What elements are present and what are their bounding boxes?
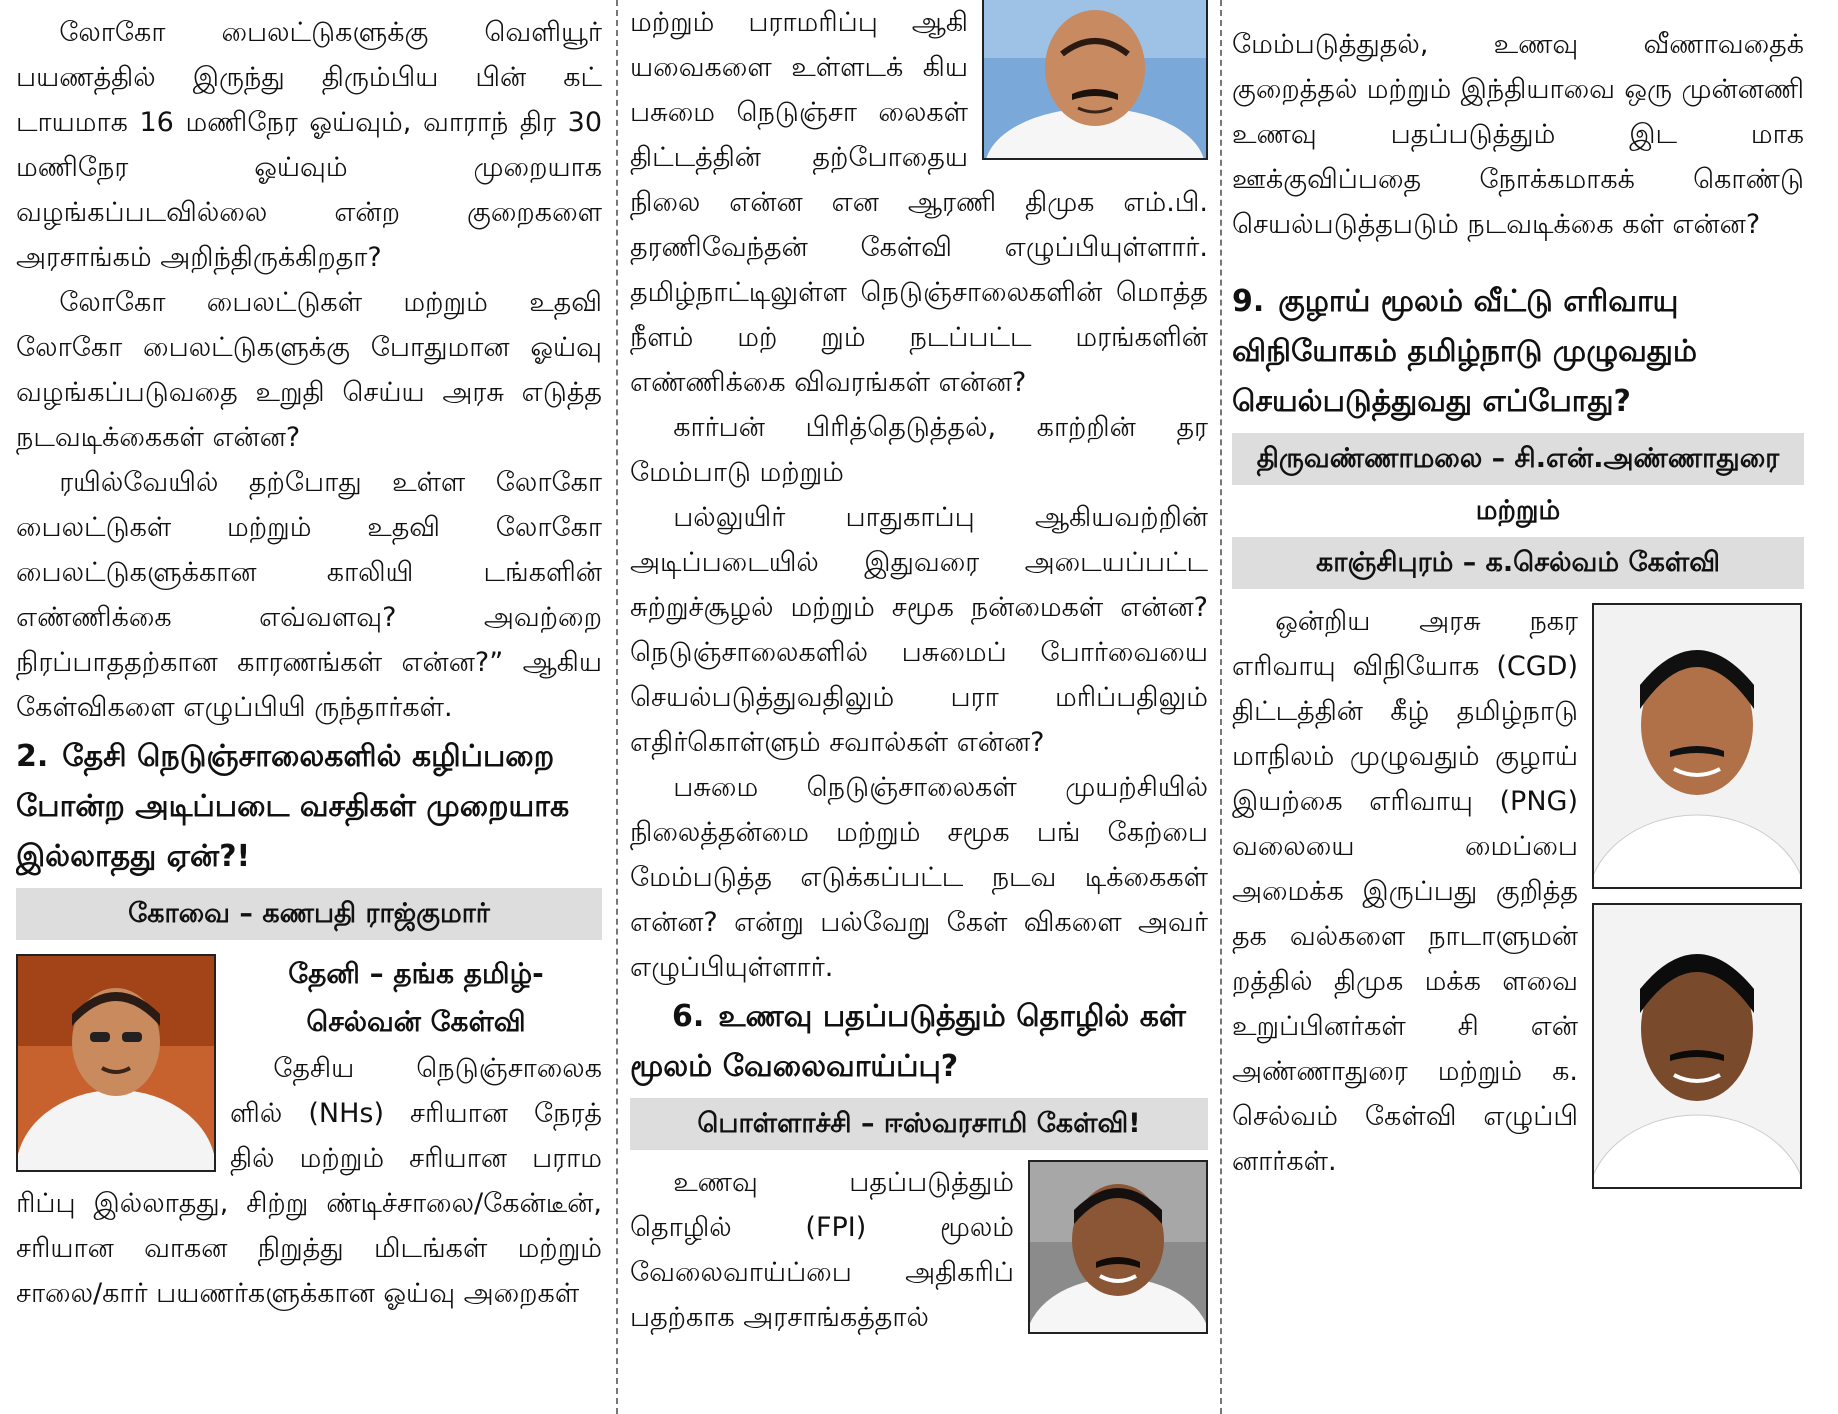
portrait-illustration <box>1594 605 1800 887</box>
question-title: குழாய் மூலம் வீட்டு எரிவாயு விநியோகம் தமிழ்நாடு முழுவதும் செயல்படுத்துவது எப்போது? <box>1232 284 1698 419</box>
paragraph: ஒன்றிய அரசு நகர எரிவாயு விநியோக (CGD) திட்டத்தின் கீழ் தமிழ்நாடு மாநிலம் முழுவதும் குழாய் இயற்கை எரிவாயு (PNG) வலையை மைப்பை அமைக்க இருப்பது குறித்த தக வல்களை நாடாளுமன் றத்தில் திமுக மக்க ளவை உறுப்பினர்கள் சி என் அண்ணாதுரை மற்றும் க. செல்வம் கேள்வி எழுப்பி னார்கள். <box>1232 606 1578 1177</box>
portrait-photo-arani-mp <box>982 0 1208 160</box>
heading-question-2 <box>16 732 602 882</box>
paragraph: தேசிய நெடுஞ்சாலைக ளில் (NHs) சரியான நேரத் தில் மற்றும் சரியான பராம ரிப்பு இல்லாதது, சிற்று ண்டிச்சாலை/கேன்டீன், சரியான வாகன நிறுத்து மிடங்கள் மற்றும் சாலை/கார் பயணர்களுக்கான ஓய்வு அறைகள் <box>16 1053 602 1309</box>
byline-tiruvannamalai: திருவண்ணாமலை – சி.என்.அண்ணாதுரை <box>1232 433 1804 485</box>
byline-kovai: கோவை – கணபதி ராஜ்குமார் <box>16 888 602 940</box>
paragraph: மற்றும் பராமரிப்பு ஆகி யவைகளை உள்ளடக் கிய பசுமை நெடுஞ்சா லைகள் திட்டத்தின் தற்போதைய நிலை என்ன என ஆரணி திமுக எம்.பி. தரணிவேந்தன் கேள்வி எழுப்பியுள்ளார். தமிழ்நாட்டிலுள்ள நெடுஞ்சாலைகளின் மொத்த நீளம் மற் றும் நடப்பட்ட மரங்களின் எண்ணிக்கை விவரங்கள் என்ன? <box>630 7 1208 398</box>
portrait-illustration <box>1030 1162 1206 1332</box>
theni-title: தேனி – தங்க தமிழ்- செல்வன் கேள்வி <box>288 957 544 1038</box>
column-middle <box>630 0 1208 1414</box>
portrait-photo-annadurai <box>1592 603 1802 889</box>
byline-pollachi: பொள்ளாச்சி – ஈஸ்வரசாமி கேள்வி! <box>630 1098 1208 1150</box>
portrait-illustration <box>18 956 214 1170</box>
question-title: தேசி நெடுஞ்சாலைகளில் கழிப்பறை போன்ற அடிப்படை வசதிகள் முறையாக இல்லாதது ஏன்?! <box>16 739 570 874</box>
paragraph: பசுமை நெடுஞ்சாலைகள் முயற்சியில் நிலைத்தன்மை மற்றும் சமூக பங் கேற்பை மேம்படுத்த எடுக்கப்பட்ட நடவ டிக்கைகள் என்ன? என்று பல்வேறு கேள் விகளை அவர் எழுப்பியுள்ளார். <box>630 772 1208 983</box>
column-left <box>16 0 602 1414</box>
paragraph: மேம்படுத்துதல், உணவு வீணாவதைக் குறைத்தல் மற்றும் இந்தியாவை ஒரு முன்னணி உணவு பதப்படுத்தும் இட மாக ஊக்குவிப்பதை நோக்கமாகக் கொண்டு செயல்படுத்தபடும் நடவடிக்கை கள் என்ன? <box>1232 29 1804 240</box>
question-number: 9. <box>1232 284 1265 319</box>
portrait-photo-pollachi-mp <box>1028 1160 1208 1334</box>
byline-kanchipuram: காஞ்சிபுரம் – க.செல்வம் கேள்வி <box>1232 537 1804 589</box>
paragraph: லோகோ பைலட்டுகள் மற்றும் உதவி லோகோ பைலட்டுகளுக்கு போதுமான ஓய்வு வழங்கப்படுவதை உறுதி செய்ய அரசு எடுத்த நடவடிக்கைகள் என்ன? <box>16 287 602 453</box>
heading-question-9 <box>1232 277 1804 427</box>
heading-question-6 <box>630 992 1208 1092</box>
paragraph: உணவு பதப்படுத்தும் தொழில் (FPI) மூலம் வேலைவாய்ப்பை அதிகரிப் பதற்காக அரசாங்கத்தால் <box>630 1167 1014 1333</box>
portrait-photo-theni-mp <box>16 954 216 1172</box>
portrait-photo-selvam <box>1592 903 1802 1189</box>
paragraph: கார்பன் பிரித்தெடுத்தல், காற்றின் தர மேம்பாடு மற்றும் <box>630 412 1208 488</box>
question-number: 6. <box>672 999 705 1034</box>
paragraph: பல்லுயிர் பாதுகாப்பு ஆகியவற்றின் அடிப்படையில் இதுவரை அடையப்பட்ட சுற்றுச்சூழல் மற்றும் சமூக நன்மைகள் என்ன? நெடுஞ்சாலைகளில் பசுமைப் போர்வையை செயல்படுத்துவதிலும் பரா மரிப்பதிலும் எதிர்கொள்ளும் சவால்கள் என்ன? <box>630 502 1208 758</box>
portrait-illustration <box>984 0 1206 158</box>
column-right <box>1232 0 1804 1414</box>
column-divider-left <box>616 0 618 1414</box>
portrait-illustration <box>1594 905 1800 1187</box>
question-title: உணவு பதப்படுத்தும் தொழில் கள் மூலம் வேலைவாய்ப்பு? <box>630 999 1186 1084</box>
portrait-stack <box>1592 603 1804 1189</box>
paragraph: லோகோ பைலட்டுகளுக்கு வெளியூர் பயணத்தில் இருந்து திரும்பிய பின் கட் டாயமாக 16 மணிநேர ஓய்வும், வாராந் திர 30 மணிநேர ஓய்வும் முறையாக வழங்கப்படவில்லை என்ற குறைகளை அரசாங்கம் அறிந்திருக்கிறதா? <box>16 17 602 273</box>
question-number: 2. <box>16 739 49 774</box>
column-divider-right <box>1220 0 1222 1414</box>
paragraph: ரயில்வேயில் தற்போது உள்ள லோகோ பைலட்டுகள் மற்றும் உதவி லோகோ பைலட்டுகளுக்கான காலியி டங்களின் எண்ணிக்கை எவ்வளவு? அவற்றை நிரப்பாததற்கான காரணங்கள் என்ன?” ஆகிய கேள்விகளை எழுப்பியி ருந்தார்கள். <box>16 467 602 723</box>
byline-and: மற்றும் <box>1475 495 1561 526</box>
